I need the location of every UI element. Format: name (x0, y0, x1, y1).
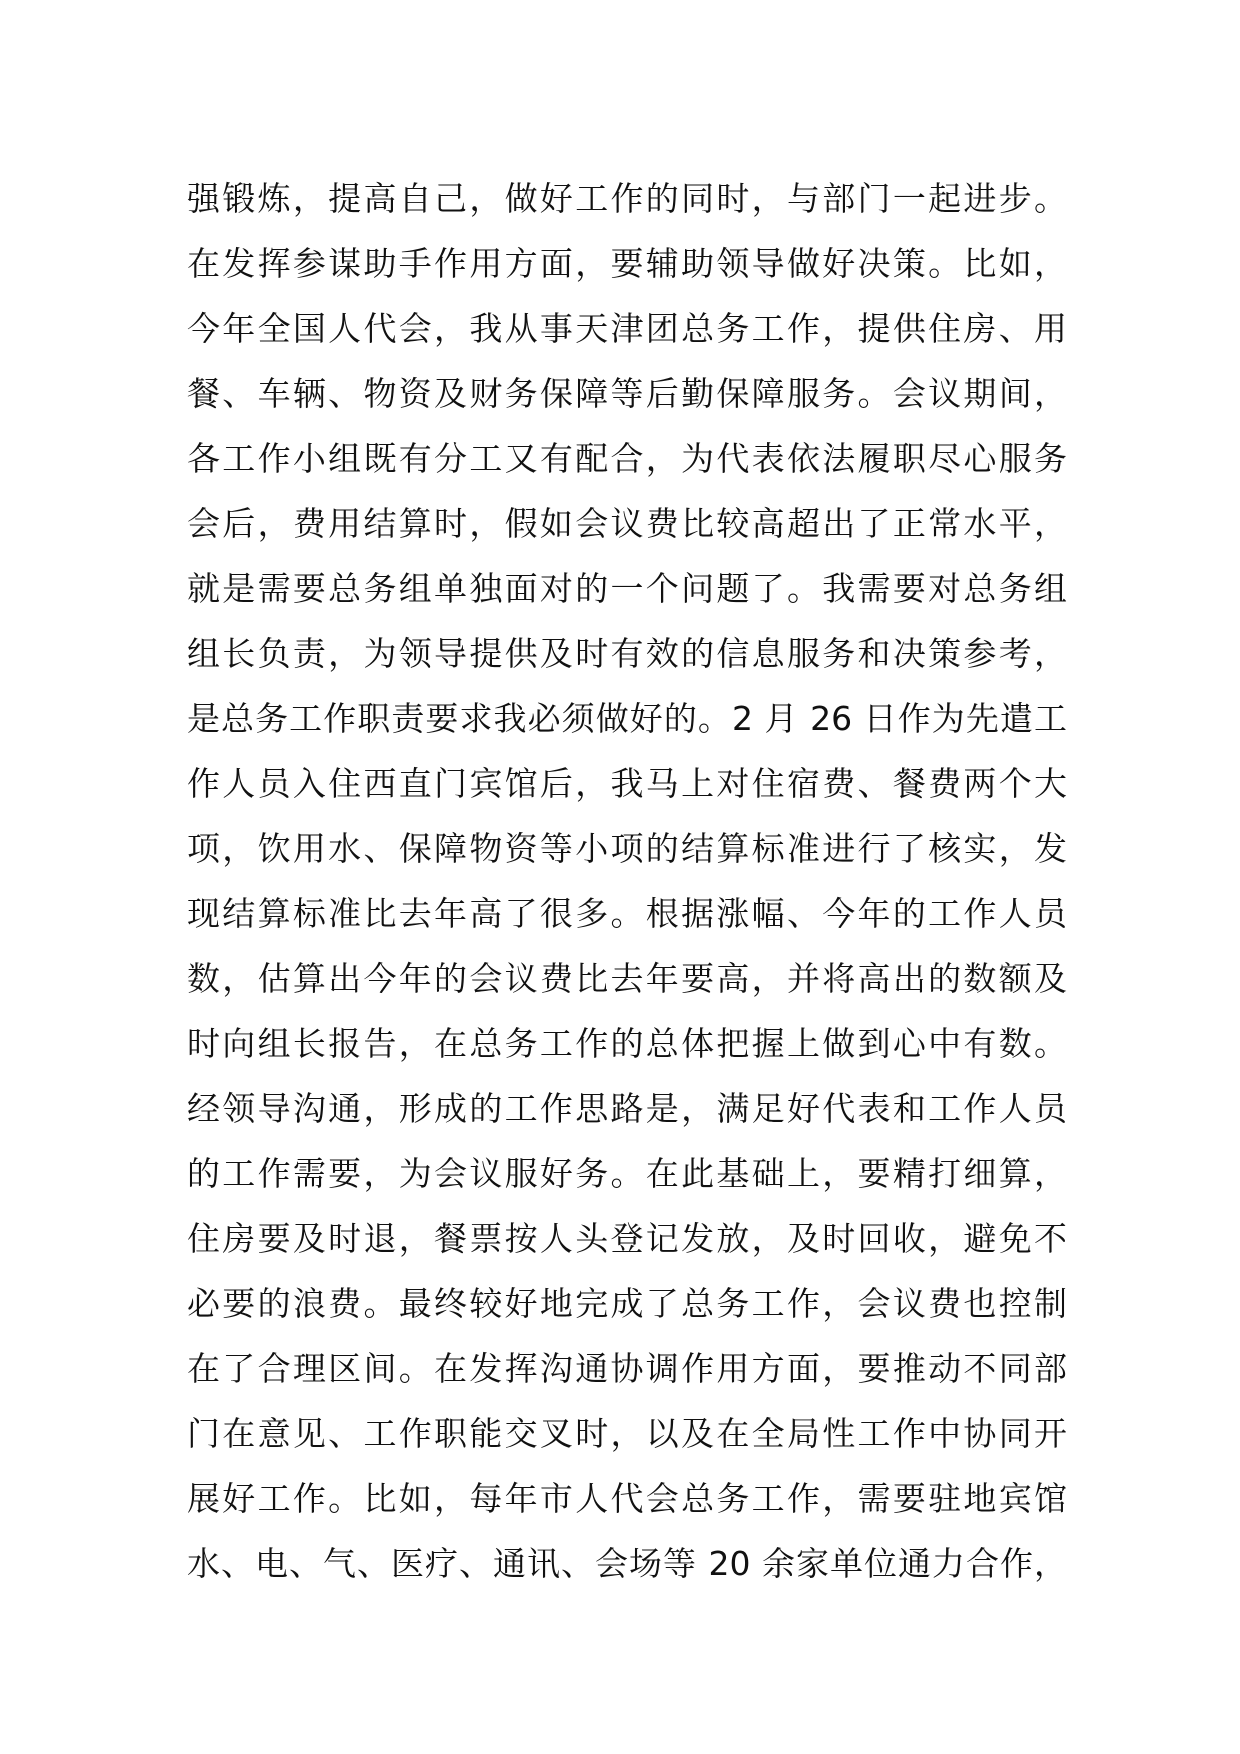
text-line: 强锻炼，提高自己，做好工作的同时，与部门一起进步。 (187, 179, 1067, 218)
text-line: 餐、车辆、物资及财务保障等后勤保障服务。会议期间， (187, 374, 1067, 413)
text-line: 数，估算出今年的会议费比去年要高，并将高出的数额及 (187, 959, 1067, 998)
text-line: 在了合理区间。在发挥沟通协调作用方面，要推动不同部 (187, 1349, 1067, 1388)
text-line: 会后，费用结算时，假如会议费比较高超出了正常水平， (187, 504, 1067, 543)
text-line: 的工作需要，为会议服好务。在此基础上，要精打细算， (187, 1154, 1067, 1193)
text-line: 各工作小组既有分工又有配合，为代表依法履职尽心服务 (187, 439, 1067, 478)
text-line: 经领导沟通，形成的工作思路是，满足好代表和工作人员 (187, 1089, 1067, 1128)
text-line: 水、电、气、医疗、通讯、会场等 20 余家单位通力合作， (187, 1544, 1067, 1583)
text-line: 住房要及时退，餐票按人头登记发放，及时回收，避免不 (187, 1219, 1067, 1258)
text-line: 必要的浪费。最终较好地完成了总务工作，会议费也控制 (187, 1284, 1067, 1323)
text-line: 作人员入住西直门宾馆后，我马上对住宿费、餐费两个大 (187, 764, 1067, 803)
text-line: 时向组长报告，在总务工作的总体把握上做到心中有数。 (187, 1024, 1067, 1063)
text-line: 现结算标准比去年高了很多。根据涨幅、今年的工作人员 (187, 894, 1067, 933)
text-line: 就是需要总务组单独面对的一个问题了。我需要对总务组 (187, 569, 1067, 608)
text-line: 组长负责，为领导提供及时有效的信息服务和决策参考， (187, 634, 1067, 673)
text-line: 今年全国人代会，我从事天津团总务工作，提供住房、用 (187, 309, 1067, 348)
text-line: 在发挥参谋助手作用方面，要辅助领导做好决策。比如， (187, 244, 1067, 283)
text-line: 门在意见、工作职能交叉时，以及在全局性工作中协同开 (187, 1414, 1067, 1453)
text-line: 展好工作。比如，每年市人代会总务工作，需要驻地宾馆 (187, 1479, 1067, 1518)
text-line: 项，饮用水、保障物资等小项的结算标准进行了核实，发 (187, 829, 1067, 868)
text-line: 是总务工作职责要求我必须做好的。2 月 26 日作为先遣工 (187, 699, 1067, 738)
body-text (187, 166, 1067, 1596)
